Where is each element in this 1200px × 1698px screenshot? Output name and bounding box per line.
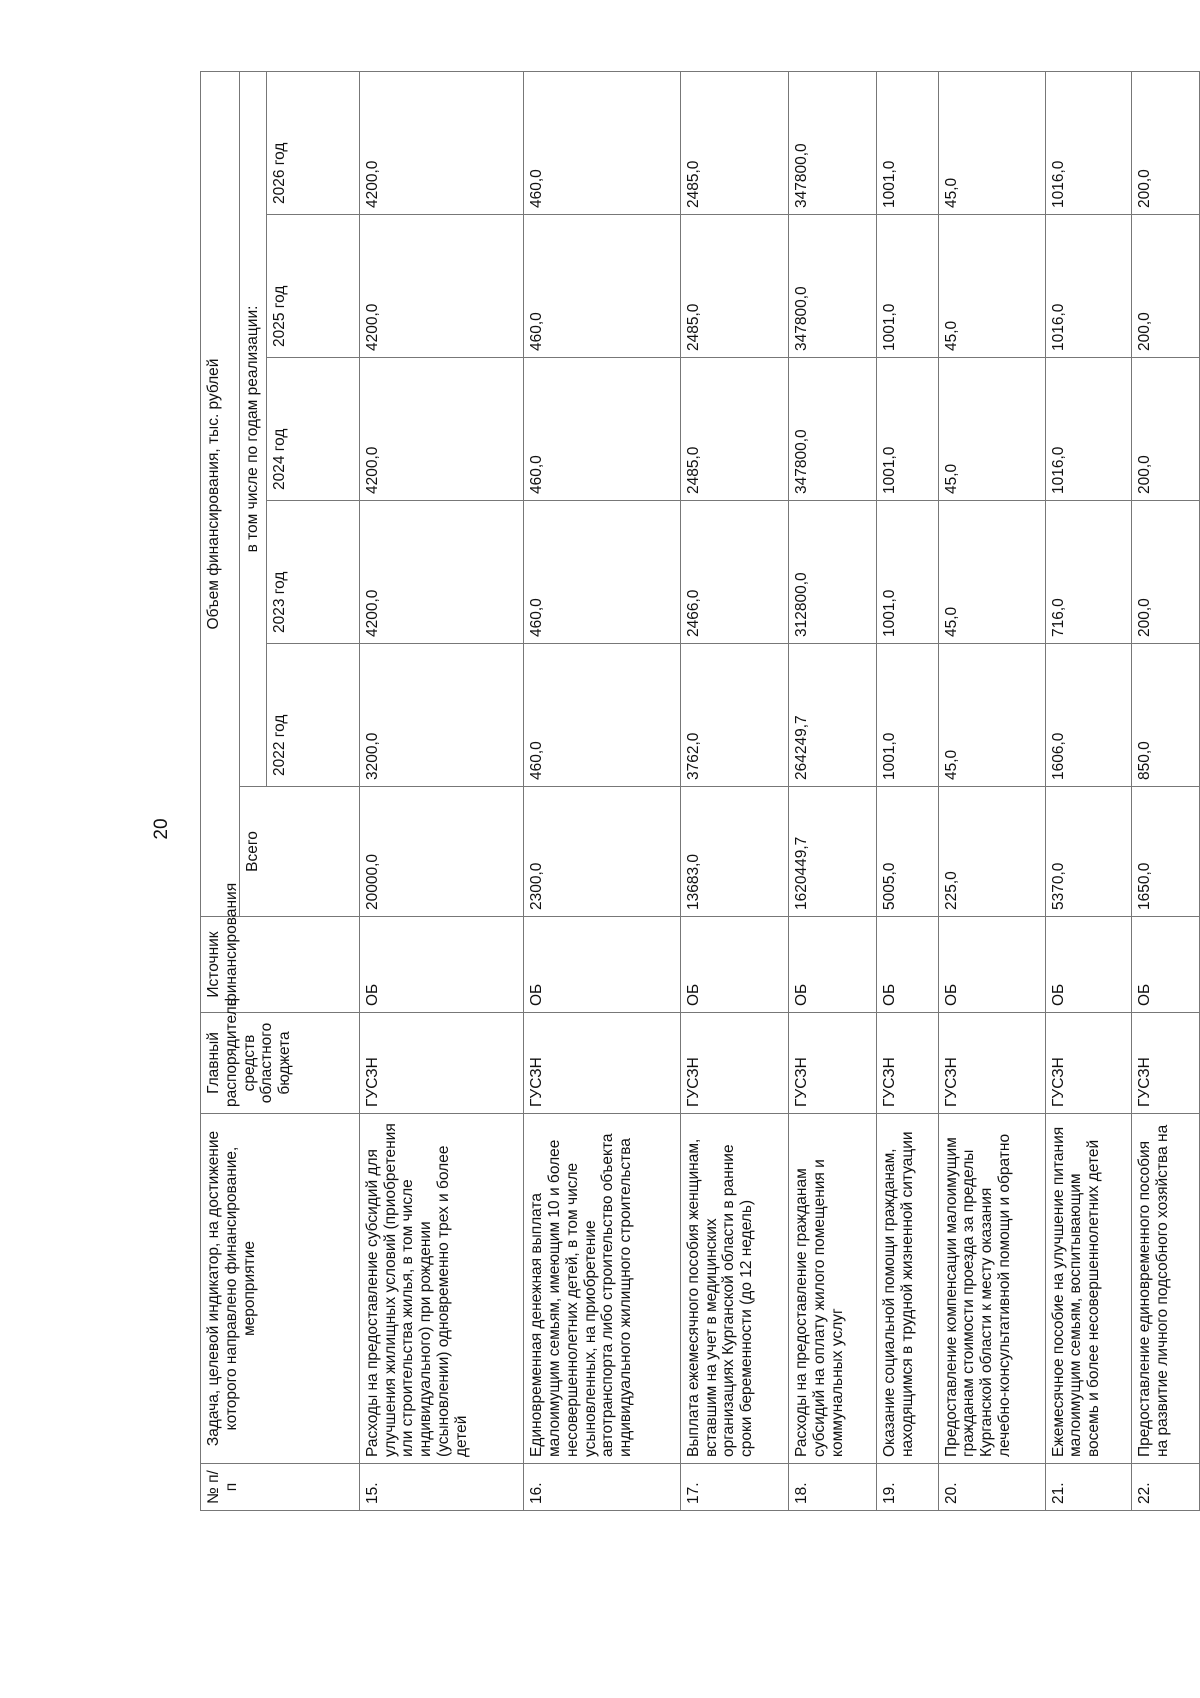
row-total: 20000,0 [359, 787, 523, 917]
row-2026: 200,0 [1132, 72, 1200, 215]
row-total: 1620449,7 [788, 787, 876, 917]
row-num: 17. [680, 1464, 788, 1511]
row-2023: 2466,0 [680, 501, 788, 644]
table-row [938, 72, 1045, 1511]
row-num: 22. [1132, 1464, 1200, 1511]
row-2025: 4200,0 [359, 215, 523, 358]
row-source: ОБ [876, 917, 938, 1013]
row-task: Расходы на предоставление гражданам субсидий на оплату жилого помещения и коммунальных услуг [788, 1114, 876, 1464]
row-admin: ГУСЗН [524, 1013, 681, 1114]
header-source: Источник финансирования [201, 917, 360, 1013]
row-num: 16. [524, 1464, 681, 1511]
row-2022: 3762,0 [680, 644, 788, 787]
row-source: ОБ [1045, 917, 1132, 1013]
row-task: Оказание социальной помощи гражданам, находящимся в трудной жизненной ситуации [876, 1114, 938, 1464]
row-2026: 45,0 [938, 72, 1045, 215]
header-task: Задача, целевой индикатор, на достижение которого направлено финансирование, мероприятие [201, 1114, 360, 1464]
row-task: Ежемесячное пособие на улучшение питания малоимущим семьям, воспитывающим восемь и более несовершеннолетних детей [1045, 1114, 1132, 1464]
header-year-2026: 2026 год [266, 72, 359, 215]
row-total: 225,0 [938, 787, 1045, 917]
row-2023: 460,0 [524, 501, 681, 644]
row-total: 2300,0 [524, 787, 681, 917]
header-year-2022: 2022 год [266, 644, 359, 787]
row-2024: 200,0 [1132, 358, 1200, 501]
row-admin: ГУСЗН [680, 1013, 788, 1114]
row-2022: 1001,0 [876, 644, 938, 787]
table-row [359, 72, 523, 1511]
row-2026: 4200,0 [359, 72, 523, 215]
row-source: ОБ [788, 917, 876, 1013]
row-2026: 1001,0 [876, 72, 938, 215]
row-source: ОБ [938, 917, 1045, 1013]
row-task: Расходы на предоставление субсидий для улучшения жилищных условий (приобретения или строительства жилья, в том числе индивидуального) при рождении (усыновлении) одновременно трех и более детей [359, 1114, 523, 1464]
header-year-2024: 2024 год [266, 358, 359, 501]
row-2026: 347800,0 [788, 72, 876, 215]
row-total: 1650,0 [1132, 787, 1200, 917]
row-task: Выплата ежемесячного пособия женщинам, вставшим на учет в медицинских организациях Курганской области в ранние сроки беременности (до 12 недель) [680, 1114, 788, 1464]
row-2022: 850,0 [1132, 644, 1200, 787]
financing-table [200, 71, 1200, 1511]
header-year-2025: 2025 год [266, 215, 359, 358]
row-2024: 45,0 [938, 358, 1045, 501]
row-source: ОБ [524, 917, 681, 1013]
table-row [788, 72, 876, 1511]
row-2023: 716,0 [1045, 501, 1132, 644]
table-row [524, 72, 681, 1511]
row-total: 5370,0 [1045, 787, 1132, 917]
table-row [876, 72, 938, 1511]
row-2026: 2485,0 [680, 72, 788, 215]
table-row [1132, 72, 1200, 1511]
row-2022: 1606,0 [1045, 644, 1132, 787]
row-2023: 200,0 [1132, 501, 1200, 644]
header-num: № п/п [201, 1464, 360, 1511]
row-num: 20. [938, 1464, 1045, 1511]
row-2025: 460,0 [524, 215, 681, 358]
header-admin: Главный распорядитель средств областного бюджета [201, 1013, 360, 1114]
row-2024: 4200,0 [359, 358, 523, 501]
header-volume: Объем финансирования, тыс. рублей [201, 72, 240, 917]
row-2025: 1016,0 [1045, 215, 1132, 358]
row-2024: 347800,0 [788, 358, 876, 501]
rotated-page-content [200, 71, 1200, 1511]
row-admin: ГУСЗН [788, 1013, 876, 1114]
row-2025: 45,0 [938, 215, 1045, 358]
row-total: 5005,0 [876, 787, 938, 917]
row-2026: 460,0 [524, 72, 681, 215]
row-2025: 200,0 [1132, 215, 1200, 358]
row-2022: 460,0 [524, 644, 681, 787]
table-body [359, 72, 1199, 1511]
row-num: 18. [788, 1464, 876, 1511]
row-2023: 312800,0 [788, 501, 876, 644]
row-admin: ГУСЗН [1132, 1013, 1200, 1114]
row-admin: ГУСЗН [938, 1013, 1045, 1114]
row-2024: 1016,0 [1045, 358, 1132, 501]
row-2022: 3200,0 [359, 644, 523, 787]
row-2023: 45,0 [938, 501, 1045, 644]
page-number: 20 [151, 818, 172, 840]
row-2022: 264249,7 [788, 644, 876, 787]
row-2023: 4200,0 [359, 501, 523, 644]
row-num: 15. [359, 1464, 523, 1511]
row-2024: 460,0 [524, 358, 681, 501]
row-2023: 1001,0 [876, 501, 938, 644]
row-2026: 1016,0 [1045, 72, 1132, 215]
row-source: ОБ [680, 917, 788, 1013]
row-2025: 2485,0 [680, 215, 788, 358]
row-source: ОБ [1132, 917, 1200, 1013]
table-row [680, 72, 788, 1511]
row-source: ОБ [359, 917, 523, 1013]
header-year-2023: 2023 год [266, 501, 359, 644]
row-2025: 1001,0 [876, 215, 938, 358]
row-admin: ГУСЗН [359, 1013, 523, 1114]
row-task: Предоставление компенсации малоимущим гражданам стоимости проезда за пределы Курганской области к месту оказания лечебно-консультативной помощи и обратно [938, 1114, 1045, 1464]
row-2022: 45,0 [938, 644, 1045, 787]
row-task: Предоставление единовременного пособия на развитие личного подсобного хозяйства на [1132, 1114, 1200, 1464]
row-task: Единовременная денежная выплата малоимущим семьям, имеющим 10 и более несовершеннолетних детей, в том числе усыновленных, на приобретение автотранспорта либо строительство объекта индивидуального жилищного строительства [524, 1114, 681, 1464]
row-2024: 1001,0 [876, 358, 938, 501]
table-row [1045, 72, 1132, 1511]
table-header [201, 72, 360, 1511]
row-num: 19. [876, 1464, 938, 1511]
row-num: 21. [1045, 1464, 1132, 1511]
header-total: Всего [240, 787, 360, 917]
row-admin: ГУСЗН [1045, 1013, 1132, 1114]
row-2025: 347800,0 [788, 215, 876, 358]
row-2024: 2485,0 [680, 358, 788, 501]
row-admin: ГУСЗН [876, 1013, 938, 1114]
header-by-years: в том числе по годам реализации: [240, 72, 267, 787]
row-total: 13683,0 [680, 787, 788, 917]
